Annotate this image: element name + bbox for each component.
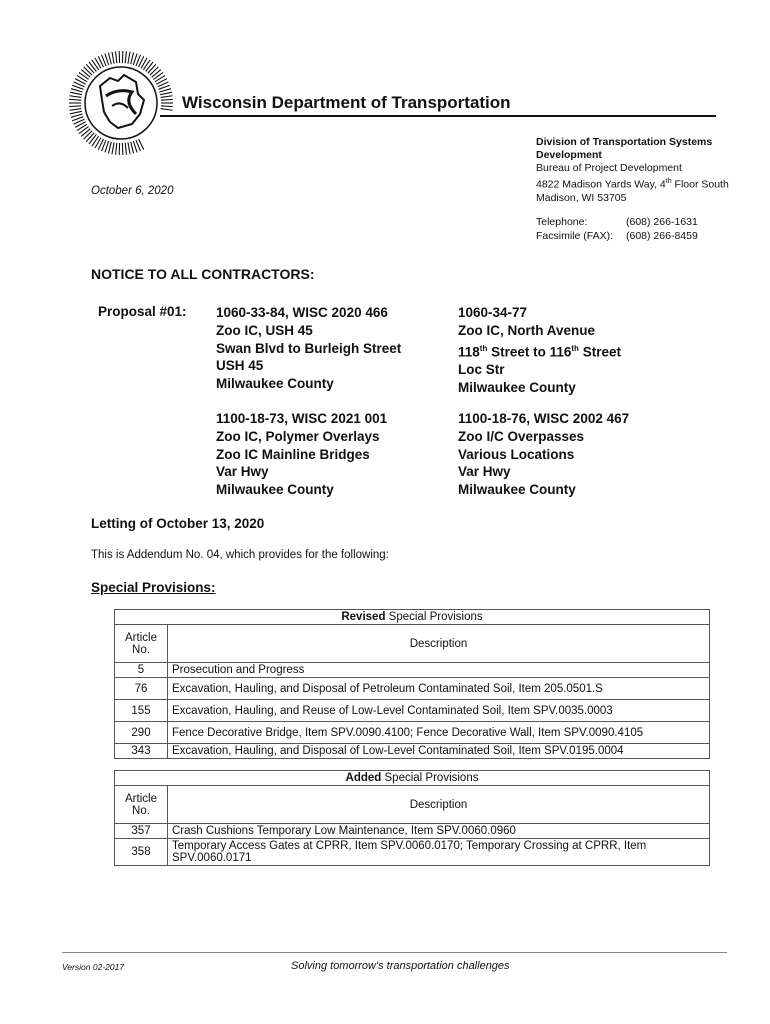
city-line: Madison, WI 53705 [536, 191, 627, 204]
column-header-article: Article No. [115, 625, 168, 663]
wisdot-logo [66, 48, 176, 158]
division-line-1: Division of Transportation Systems [536, 136, 713, 148]
project-block-3: 1100-18-73, WISC 2021 001 Zoo IC, Polymer Overlays Zoo IC Mainline Bridges Var Hwy Milwaukee County [216, 411, 388, 498]
table-caption: Added Special Provisions [115, 771, 710, 786]
added-provisions-table [114, 770, 710, 866]
revised-provisions-table [114, 609, 710, 759]
telephone-label: Telephone: [536, 216, 588, 228]
addendum-intro: This is Addendum No. 04, which provides for the following: [91, 549, 389, 561]
table-caption: Revised Special Provisions [115, 610, 710, 625]
footer-rule [62, 952, 727, 953]
division-address [536, 136, 729, 205]
organization-name: Wisconsin Department of Transportation [182, 93, 511, 112]
version-label: Version 02-2017 [62, 962, 125, 972]
telephone-number: (608) 266-1631 [626, 216, 698, 228]
project-block-2: 1060-34-77 Zoo IC, North Avenue 118th Street to 116th Street Loc Str Milwaukee County [458, 305, 621, 395]
column-header-description: Description [168, 786, 710, 824]
division-line-2: Development [536, 149, 602, 161]
table-row: 5 Prosecution and Progress [115, 663, 710, 678]
fax-label: Facsimile (FAX): [536, 230, 614, 242]
letting-date: Letting of October 13, 2020 [91, 516, 265, 531]
project-block-1: 1060-33-84, WISC 2020 466 Zoo IC, USH 45 Swan Blvd to Burleigh Street USH 45 Milwaukee County [216, 305, 402, 392]
proposal-label: Proposal #01: [98, 304, 187, 319]
fax-number: (608) 266-8459 [626, 230, 698, 242]
table-row: 357 Crash Cushions Temporary Low Maintenance, Item SPV.0060.0960 [115, 824, 710, 839]
notice-title: NOTICE TO ALL CONTRACTORS: [91, 266, 315, 282]
table-row: 290 Fence Decorative Bridge, Item SPV.0090.4100; Fence Decorative Wall, Item SPV.0090.4105 [115, 722, 710, 744]
table-row: 76 Excavation, Hauling, and Disposal of Petroleum Contaminated Soil, Item 205.0501.S [115, 678, 710, 700]
header-rule [160, 115, 716, 117]
column-header-article: Article No. [115, 786, 168, 824]
table-row: 343 Excavation, Hauling, and Disposal of Low-Level Contaminated Soil, Item SPV.0195.0004 [115, 744, 710, 759]
bureau-name: Bureau of Project Development [536, 162, 682, 174]
special-provisions-heading: Special Provisions: [91, 580, 216, 595]
letter-date: October 6, 2020 [91, 185, 174, 197]
street-address: 4822 Madison Yards Way, 4th Floor South [536, 178, 729, 191]
table-row: 155 Excavation, Hauling, and Reuse of Low-Level Contaminated Soil, Item SPV.0035.0003 [115, 700, 710, 722]
footer-tagline: Solving tomorrow's transportation challenges [291, 960, 510, 972]
contact-info [536, 215, 698, 243]
column-header-description: Description [168, 625, 710, 663]
project-block-4: 1100-18-76, WISC 2002 467 Zoo I/C Overpasses Various Locations Var Hwy Milwaukee County [458, 411, 630, 498]
table-row: 358 Temporary Access Gates at CPRR, Item SPV.0060.0170; Temporary Crossing at CPRR, Item SPV.0060.0171 [115, 839, 710, 866]
